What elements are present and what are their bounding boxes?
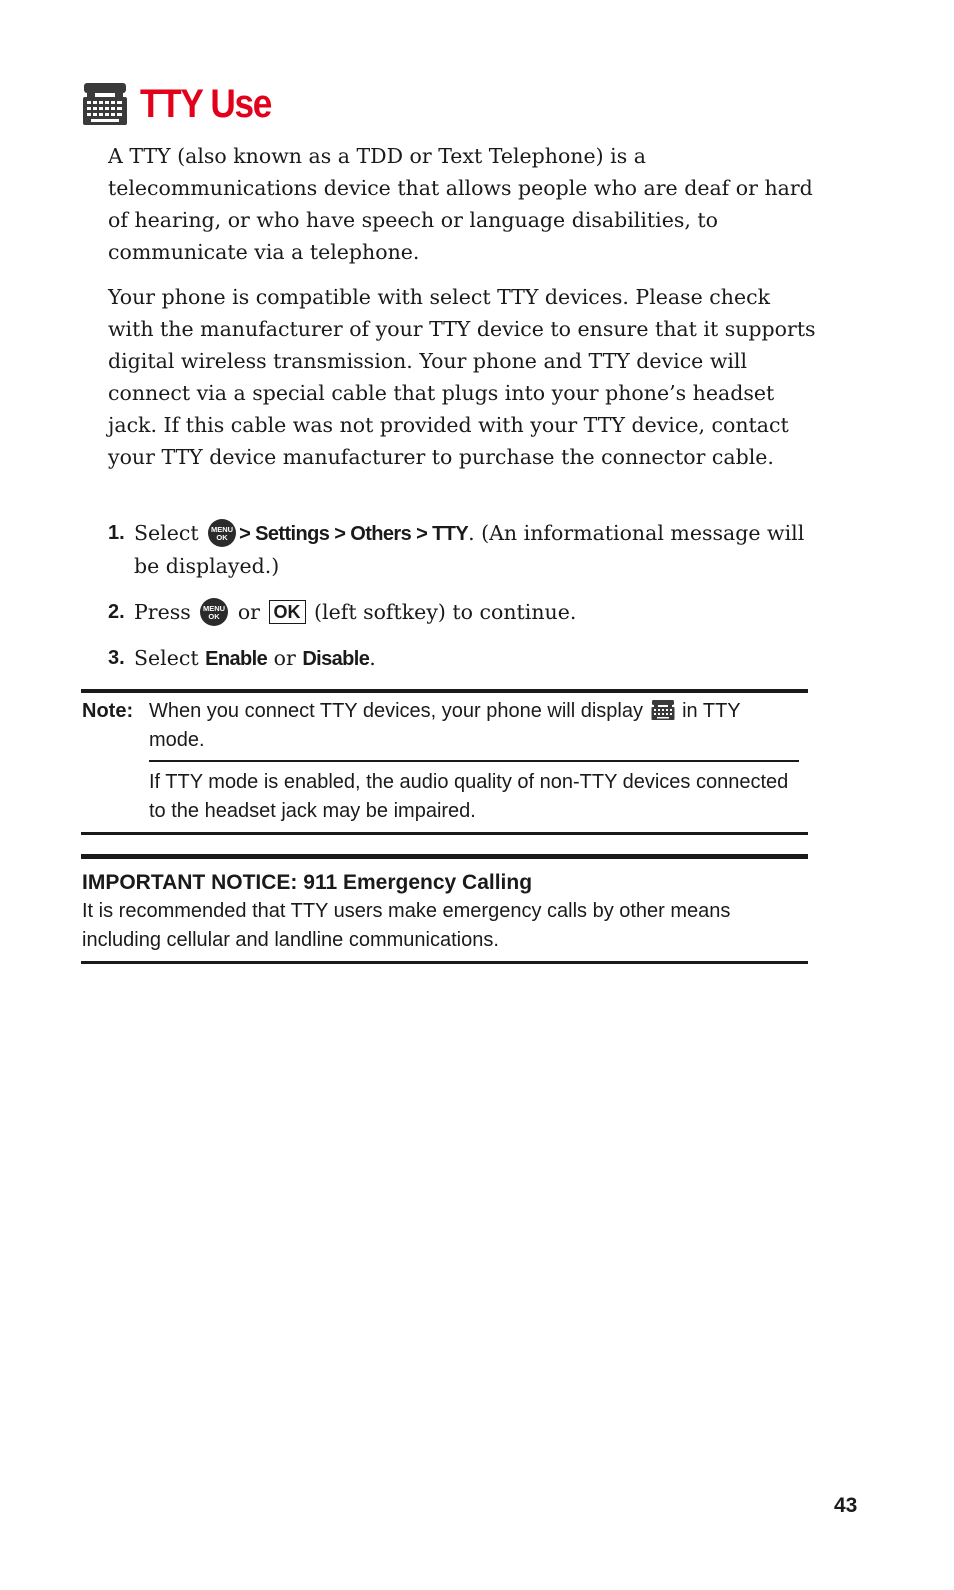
tty-icon [651,699,675,721]
intro-paragraph-1: A TTY (also known as a TDD or Text Telephone) is a telecommunications device that allows people who are deaf or hard of hearing, or who have speech or language disabilities, to communicate via a telephone. [108,144,813,264]
menu-key-top-label: MENU [203,604,226,613]
step-1 [108,517,818,582]
title-row [82,78,289,130]
option-enable: Enable [205,648,268,670]
notice-heading: IMPORTANT NOTICE: 911 Emergency Calling [82,871,533,894]
page-number: 43 [834,1494,858,1517]
notice-bottom-rule [81,961,808,964]
note-line1-before: When you connect TTY devices, your phone will display [149,700,643,722]
menu-key-bottom-label: OK [208,612,220,621]
step-middle: or [237,600,260,624]
note-top-rule [81,689,808,693]
note-divider [149,760,799,762]
notice-text: It is recommended that TTY users make emergency calls by other means including cellular and landline communications. [82,900,731,951]
note-bottom-rule [81,832,808,835]
menu-ok-key-icon [199,597,229,627]
step-lead: Press [134,600,191,624]
ok-softkey-icon: OK [269,600,306,624]
menu-key-bottom-label: OK [216,533,228,542]
steps-list [108,517,818,689]
note-text-2: If TTY mode is enabled, the audio quality of non-TTY devices connected to the headset jack may be impaired. [149,771,789,822]
step-lead: Select [134,521,199,545]
step-rest: . (An informational message will be displayed.) [134,521,805,578]
page-title: TTY Use [140,82,271,126]
menu-key-top-label: MENU [211,525,234,534]
step-3 [108,642,818,675]
step-end: . [369,646,376,670]
intro-paragraph-2: Your phone is compatible with select TTY devices. Please check with the manufacturer of your TTY device to ensure that it supports digital wireless transmission. Your phone and TTY device will connect via a special cable that plugs into your phone’s headset jack. If this cable was not provided with your TTY device, contact your TTY device manufacturer to purchase the connector cable. [108,285,816,469]
step-number: 1. [108,522,125,544]
note-line1-after: in TTY mode. [149,700,741,751]
note-label: Note: [82,700,134,722]
menu-ok-key-icon [207,518,237,548]
step-2 [108,596,818,628]
step-middle: or [273,646,296,670]
step-number: 2. [108,601,125,623]
tty-icon [82,81,128,127]
step-lead: Select [134,646,199,670]
notice-top-rule [81,854,808,859]
note-text-1 [149,697,799,755]
step-number: 3. [108,647,125,669]
option-disable: Disable [302,648,370,670]
menu-path: > Settings > Others > TTY [239,523,469,545]
step-rest: (left softkey) to continue. [314,600,577,624]
